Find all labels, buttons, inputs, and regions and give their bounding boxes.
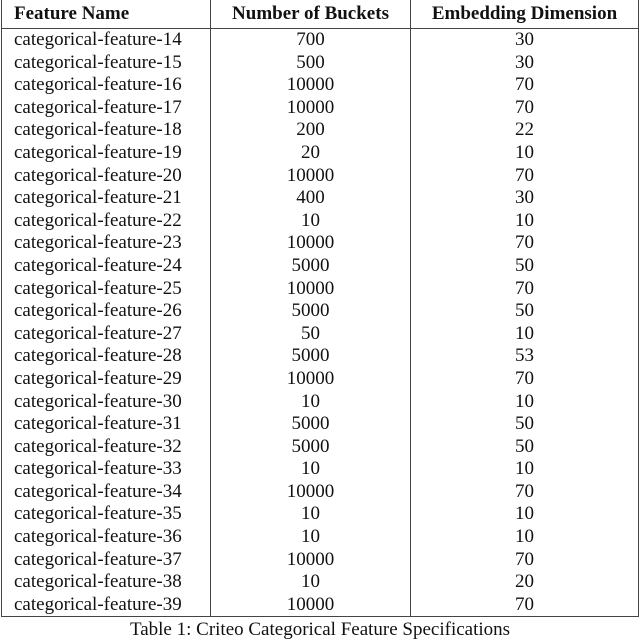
buckets-cell: 10000: [211, 165, 411, 188]
table-row: [2, 368, 639, 391]
feature-name-cell: categorical-feature-21: [14, 187, 182, 209]
table-row: [2, 52, 639, 75]
header-number-of-buckets: Number of Buckets: [211, 0, 411, 29]
table-row: [2, 323, 639, 346]
embedding-dim-cell: 10: [411, 323, 639, 346]
feature-name-cell: categorical-feature-16: [14, 74, 182, 96]
table-row: [2, 210, 639, 233]
table-row: [2, 594, 639, 617]
embedding-dim-cell: 53: [411, 345, 639, 368]
table-row: [2, 549, 639, 572]
embedding-dim-cell: 10: [411, 458, 639, 481]
feature-name-cell: categorical-feature-34: [14, 480, 182, 502]
embedding-dim-cell: 10: [411, 503, 639, 526]
buckets-cell: 10000: [211, 368, 411, 391]
embedding-dim-cell: 70: [411, 165, 639, 188]
buckets-cell: 10: [211, 391, 411, 414]
embedding-dim-cell: 50: [411, 413, 639, 436]
embedding-dim-cell: 70: [411, 594, 639, 617]
feature-name-cell: categorical-feature-28: [14, 345, 182, 367]
buckets-cell: 10000: [211, 481, 411, 504]
embedding-dim-cell: 70: [411, 74, 639, 97]
buckets-cell: 5000: [211, 413, 411, 436]
buckets-cell: 10: [211, 503, 411, 526]
embedding-dim-cell: 22: [411, 119, 639, 142]
embedding-dim-cell: 70: [411, 368, 639, 391]
table-row: [2, 232, 639, 255]
embedding-dim-cell: 20: [411, 571, 639, 594]
feature-name-cell: categorical-feature-20: [14, 164, 182, 186]
buckets-cell: 200: [211, 119, 411, 142]
feature-name-cell: categorical-feature-22: [14, 209, 182, 231]
feature-name-cell: categorical-feature-19: [14, 141, 182, 163]
buckets-cell: 500: [211, 52, 411, 75]
buckets-cell: 5000: [211, 436, 411, 459]
buckets-cell: 10: [211, 458, 411, 481]
table-row: [2, 571, 639, 594]
embedding-dim-cell: 70: [411, 232, 639, 255]
table-body: [2, 29, 639, 617]
feature-name-cell: categorical-feature-17: [14, 96, 182, 118]
table-row: [2, 255, 639, 278]
table-row: [2, 165, 639, 188]
table-row: [2, 413, 639, 436]
buckets-cell: 10000: [211, 97, 411, 120]
header-row: [2, 0, 639, 29]
table-row: [2, 119, 639, 142]
feature-name-cell: categorical-feature-32: [14, 435, 182, 457]
embedding-dim-cell: 50: [411, 255, 639, 278]
buckets-cell: 50: [211, 323, 411, 346]
feature-spec-table: [1, 0, 639, 617]
table-row: [2, 74, 639, 97]
feature-name-cell: categorical-feature-25: [14, 277, 182, 299]
header-feature-name: Feature Name: [2, 0, 211, 29]
buckets-cell: 10000: [211, 594, 411, 617]
feature-name-cell: categorical-feature-33: [14, 458, 182, 480]
header-embedding-dimension: Embedding Dimension: [411, 0, 639, 29]
buckets-cell: 10: [211, 526, 411, 549]
table-row: [2, 187, 639, 210]
feature-name-cell: categorical-feature-26: [14, 300, 182, 322]
table-row: [2, 300, 639, 323]
feature-name-cell: categorical-feature-38: [14, 571, 182, 593]
table-row: [2, 503, 639, 526]
embedding-dim-cell: 50: [411, 436, 639, 459]
feature-name-cell: categorical-feature-31: [14, 413, 182, 435]
embedding-dim-cell: 70: [411, 481, 639, 504]
buckets-cell: 10000: [211, 232, 411, 255]
feature-name-cell: categorical-feature-39: [14, 593, 182, 615]
table-row: [2, 436, 639, 459]
buckets-cell: 400: [211, 187, 411, 210]
table-row: [2, 278, 639, 301]
buckets-cell: 5000: [211, 255, 411, 278]
buckets-cell: 20: [211, 142, 411, 165]
embedding-dim-cell: 50: [411, 300, 639, 323]
buckets-cell: 5000: [211, 345, 411, 368]
buckets-cell: 10000: [211, 74, 411, 97]
table-caption: Table 1: Criteo Categorical Feature Specifications: [129, 619, 511, 640]
buckets-cell: 10000: [211, 549, 411, 572]
table-row: [2, 391, 639, 414]
feature-name-cell: categorical-feature-15: [14, 51, 182, 73]
feature-name-cell: categorical-feature-30: [14, 390, 182, 412]
table-row: [2, 97, 639, 120]
buckets-cell: 10000: [211, 278, 411, 301]
embedding-dim-cell: 10: [411, 526, 639, 549]
feature-name-cell: categorical-feature-36: [14, 526, 182, 548]
buckets-cell: 5000: [211, 300, 411, 323]
embedding-dim-cell: 70: [411, 278, 639, 301]
buckets-cell: 700: [211, 29, 411, 52]
embedding-dim-cell: 10: [411, 142, 639, 165]
buckets-cell: 10: [211, 571, 411, 594]
embedding-dim-cell: 30: [411, 187, 639, 210]
feature-name-cell: categorical-feature-23: [14, 232, 182, 254]
embedding-dim-cell: 30: [411, 29, 639, 52]
embedding-dim-cell: 10: [411, 210, 639, 233]
table-row: [2, 29, 639, 52]
feature-name-cell: categorical-feature-37: [14, 548, 182, 570]
feature-name-cell: categorical-feature-18: [14, 119, 182, 141]
feature-name-cell: categorical-feature-35: [14, 503, 182, 525]
embedding-dim-cell: 30: [411, 52, 639, 75]
table-row: [2, 142, 639, 165]
embedding-dim-cell: 70: [411, 97, 639, 120]
table-row: [2, 481, 639, 504]
table-row: [2, 458, 639, 481]
feature-name-cell: categorical-feature-29: [14, 367, 182, 389]
embedding-dim-cell: 70: [411, 549, 639, 572]
feature-name-cell: categorical-feature-14: [14, 29, 182, 50]
feature-name-cell: categorical-feature-27: [14, 322, 182, 344]
table-row: [2, 526, 639, 549]
table-row: [2, 345, 639, 368]
buckets-cell: 10: [211, 210, 411, 233]
embedding-dim-cell: 10: [411, 391, 639, 414]
feature-name-cell: categorical-feature-24: [14, 254, 182, 276]
